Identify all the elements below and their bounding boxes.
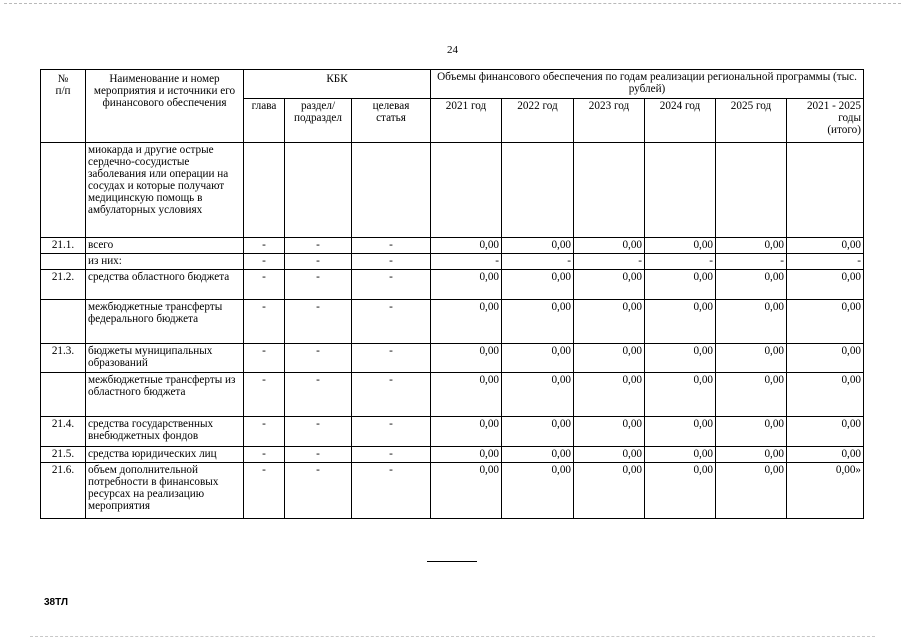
row-value: 0,00 (645, 447, 716, 463)
row-value: 0,00 (574, 300, 645, 344)
table-row (41, 463, 864, 519)
row-value: 0,00 (716, 344, 787, 373)
row-value: 0,00 (431, 300, 502, 344)
header-year-2022: 2022 год (502, 99, 574, 143)
row-razdel: - (285, 270, 352, 300)
row-razdel: - (285, 254, 352, 270)
page-number: 24 (447, 44, 458, 56)
row-value: 0,00 (645, 417, 716, 447)
row-value: 0,00 (645, 238, 716, 254)
row-value: 0,00 (574, 238, 645, 254)
row-value: 0,00 (502, 238, 574, 254)
row-glava: - (244, 270, 285, 300)
row-value: 0,00 (716, 238, 787, 254)
row-value: 0,00 (645, 270, 716, 300)
table-row (41, 254, 864, 270)
row-value: 0,00 (431, 344, 502, 373)
row-num: 21.1. (41, 238, 86, 254)
row-statya: - (352, 300, 431, 344)
row-glava (244, 143, 285, 238)
row-name: бюджеты муниципальных образований (86, 344, 244, 373)
row-razdel: - (285, 463, 352, 519)
row-num (41, 373, 86, 417)
row-value: 0,00 (716, 300, 787, 344)
table-row (41, 344, 864, 373)
row-statya: - (352, 238, 431, 254)
row-razdel: - (285, 238, 352, 254)
row-razdel: - (285, 344, 352, 373)
row-name: объем дополнительной потребности в финансовых ресурсах на реализацию мероприятия (86, 463, 244, 519)
row-value: 0,00 (716, 463, 787, 519)
row-num: 21.6. (41, 463, 86, 519)
header-glava: глава (244, 99, 285, 143)
table-row (41, 417, 864, 447)
row-value (645, 143, 716, 238)
row-value (431, 143, 502, 238)
header-year-2023: 2023 год (574, 99, 645, 143)
row-statya (352, 143, 431, 238)
table-row (41, 447, 864, 463)
row-statya: - (352, 344, 431, 373)
finance-table (40, 69, 864, 519)
row-name: средства областного бюджета (86, 270, 244, 300)
header-name: Наименование и номер мероприятия и источники его финансового обеспечения (86, 70, 244, 143)
row-value: 0,00 (502, 344, 574, 373)
row-value: 0,00 (431, 447, 502, 463)
row-name: средства юридических лиц (86, 447, 244, 463)
row-value: - (716, 254, 787, 270)
row-statya: - (352, 373, 431, 417)
row-value: 0,00 (502, 373, 574, 417)
row-value: 0,00 (716, 447, 787, 463)
row-name: миокарда и другие острые сердечно-сосудистые заболевания или операции на сосудах и которые получают медицинскую помощь в амбулаторных условиях (86, 143, 244, 238)
table-row (41, 300, 864, 344)
table-row (41, 238, 864, 254)
scan-edge-top (4, 3, 901, 4)
table-body (41, 70, 864, 519)
header-year-2025: 2025 год (716, 99, 787, 143)
row-value: 0,00 (502, 463, 574, 519)
row-value (502, 143, 574, 238)
row-value: 0,00 (787, 373, 864, 417)
row-value: 0,00 (574, 463, 645, 519)
header-row-top (41, 70, 864, 99)
row-value: 0,00 (431, 270, 502, 300)
row-razdel: - (285, 447, 352, 463)
row-value: 0,00» (787, 463, 864, 519)
row-name: всего (86, 238, 244, 254)
row-statya: - (352, 417, 431, 447)
row-num: 21.5. (41, 447, 86, 463)
table-row (41, 270, 864, 300)
row-value: 0,00 (502, 447, 574, 463)
row-name: средства государственных внебюджетных фондов (86, 417, 244, 447)
row-num: 21.3. (41, 344, 86, 373)
row-value: - (787, 254, 864, 270)
row-value: 0,00 (574, 344, 645, 373)
table-row (41, 143, 864, 238)
header-year-2021: 2021 год (431, 99, 502, 143)
row-name: межбюджетные трансферты федерального бюджета (86, 300, 244, 344)
row-value: - (431, 254, 502, 270)
row-value: 0,00 (645, 463, 716, 519)
row-statya: - (352, 270, 431, 300)
header-kbk: КБК (244, 70, 431, 99)
row-statya: - (352, 447, 431, 463)
row-num (41, 300, 86, 344)
header-razdel: раздел/ подраздел (285, 99, 352, 143)
row-razdel: - (285, 417, 352, 447)
row-value: 0,00 (716, 373, 787, 417)
row-value: 0,00 (502, 417, 574, 447)
row-value: - (645, 254, 716, 270)
row-name: из них: (86, 254, 244, 270)
row-value: 0,00 (431, 238, 502, 254)
row-value: 0,00 (787, 417, 864, 447)
header-statya: целевая статья (352, 99, 431, 143)
row-razdel: - (285, 373, 352, 417)
row-value (574, 143, 645, 238)
row-value: 0,00 (574, 447, 645, 463)
document-code: 38ТЛ (44, 597, 68, 608)
row-glava: - (244, 344, 285, 373)
row-statya: - (352, 254, 431, 270)
row-glava: - (244, 300, 285, 344)
row-statya: - (352, 463, 431, 519)
row-value: 0,00 (716, 270, 787, 300)
row-value: 0,00 (645, 300, 716, 344)
row-glava: - (244, 463, 285, 519)
row-glava: - (244, 373, 285, 417)
row-value: 0,00 (502, 270, 574, 300)
row-glava: - (244, 254, 285, 270)
row-value: 0,00 (574, 270, 645, 300)
row-value: 0,00 (574, 373, 645, 417)
row-razdel: - (285, 300, 352, 344)
row-value: - (502, 254, 574, 270)
row-razdel (285, 143, 352, 238)
row-glava: - (244, 417, 285, 447)
row-glava: - (244, 447, 285, 463)
header-year-total: 2021 - 2025 годы (итого) (787, 99, 864, 143)
header-year-2024: 2024 год (645, 99, 716, 143)
row-value: 0,00 (716, 417, 787, 447)
row-num (41, 143, 86, 238)
row-value: 0,00 (502, 300, 574, 344)
header-volumes: Объемы финансового обеспечения по годам реализации региональной программы (тыс. рублей) (431, 70, 864, 99)
row-name: межбюджетные трансферты из областного бюджета (86, 373, 244, 417)
footer-rule (427, 561, 477, 562)
row-num (41, 254, 86, 270)
row-num: 21.4. (41, 417, 86, 447)
scan-edge-bottom (30, 636, 875, 637)
row-value (787, 143, 864, 238)
row-value: 0,00 (787, 344, 864, 373)
header-num: № п/п (41, 70, 86, 143)
row-value: 0,00 (431, 373, 502, 417)
row-value (716, 143, 787, 238)
row-value: 0,00 (645, 373, 716, 417)
row-value: 0,00 (787, 447, 864, 463)
row-value: 0,00 (431, 463, 502, 519)
row-value: 0,00 (787, 270, 864, 300)
row-value: 0,00 (787, 238, 864, 254)
row-value: - (574, 254, 645, 270)
row-value: 0,00 (574, 417, 645, 447)
row-value: 0,00 (787, 300, 864, 344)
row-glava: - (244, 238, 285, 254)
table-row (41, 373, 864, 417)
row-num: 21.2. (41, 270, 86, 300)
row-value: 0,00 (431, 417, 502, 447)
row-value: 0,00 (645, 344, 716, 373)
